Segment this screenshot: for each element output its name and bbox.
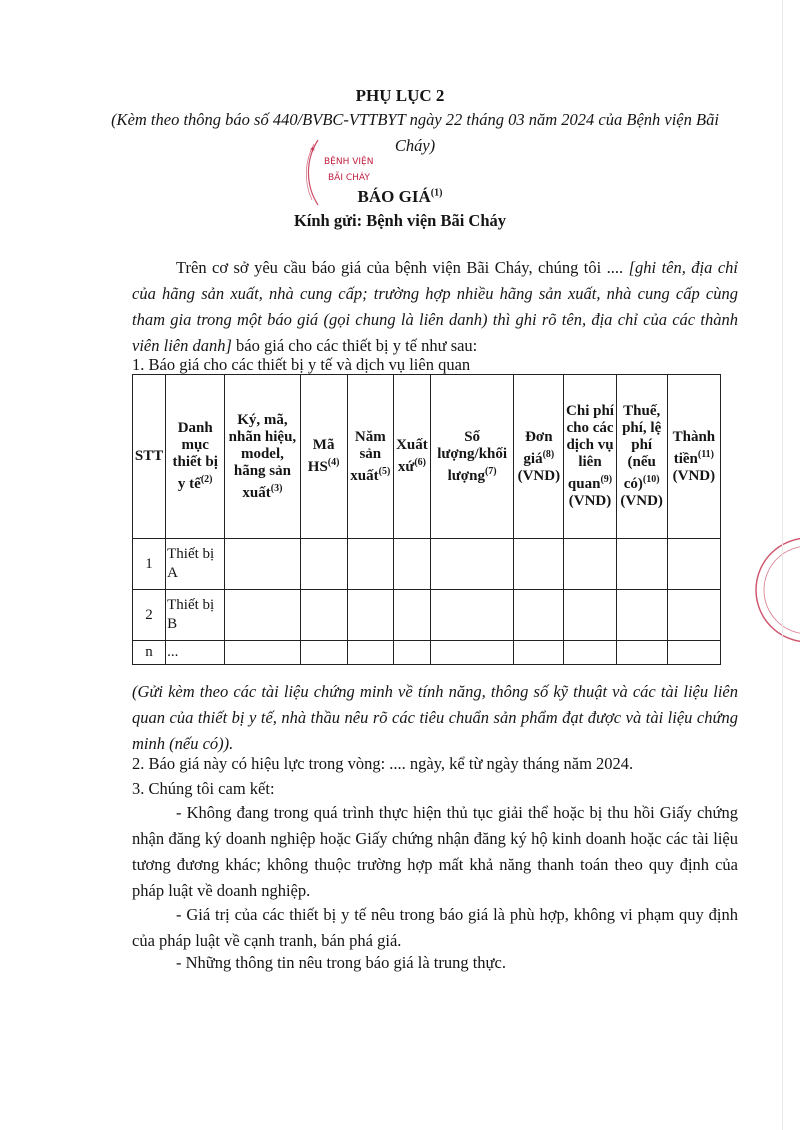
- stamp-line-2: BÃI CHÁY: [328, 173, 370, 183]
- intro-text-start: Trên cơ sở yêu cầu báo giá của bệnh viện Bãi Cháy, chúng tôi ....: [176, 258, 629, 277]
- intro-text-italic: [ghi tên, địa chỉ của hãng sản xuất, nhà cung cấp; trường hợp nhiều hãng sản xuất, nhà cung cấp cùng tham gia trong một báo giá (gọi chung là liên danh) thì ghi rõ tên, địa chỉ của các thành viên liên danh]: [132, 258, 739, 355]
- header-unit-price: Đơn giá$^{(8)}$ (VND): [514, 375, 564, 539]
- cell-item: ...: [166, 641, 225, 665]
- edge-stamp: [748, 530, 800, 650]
- page-edge-line: [782, 0, 783, 1130]
- cell-stt: 1: [133, 539, 166, 590]
- commitment-1: - Không đang trong quá trình thực hiện thủ tục giải thể hoặc bị thu hồi Giấy chứng nhận đăng ký doanh nghiệp hoặc Giấy chứng nhận đăng ký hộ kinh doanh hoặc các tài liệu tương đương khác; không thuộc trường hợp mất khả năng thanh toán theo quy định của pháp luật về doanh nghiệp.: [132, 803, 738, 900]
- quotation-table: [132, 374, 721, 665]
- section-1-heading: 1. Báo giá cho các thiết bị y tế và dịch vụ liên quan: [132, 355, 471, 374]
- header-tax: Thuế, phí, lệ phí (nếu có)$^{(10)}$ (VND): [616, 375, 667, 539]
- header-year: Năm sản xuất$^{(5)}$: [347, 375, 393, 539]
- table-header-row: [133, 375, 721, 539]
- section-3-heading: 3. Chúng tôi cam kết:: [132, 779, 275, 798]
- header-model: Ký, mã, nhãn hiệu, model, hãng sản xuất$^{(3)}$: [225, 375, 300, 539]
- header-item: Danh mục thiết bị y tế$^{(2)}$: [166, 375, 225, 539]
- commitment-3: - Những thông tin nêu trong báo giá là trung thực.: [176, 953, 506, 972]
- attachment-note: (Gửi kèm theo các tài liệu chứng minh về tính năng, thông số kỹ thuật và các tài liệu liên quan của thiết bị y tế, nhà thầu nêu rõ các tiêu chuẩn sản phẩm đạt được và tài liệu chứng minh (nếu có)).: [132, 682, 738, 753]
- heading-note: (1): [430, 187, 443, 199]
- header-quantity: Số lượng/khối lượng$^{(7)}$: [430, 375, 513, 539]
- header-total: Thành tiền$^{(11)}$ (VND): [667, 375, 720, 539]
- cell-item: Thiết bị A: [166, 539, 225, 590]
- cell-stt: 2: [133, 590, 166, 641]
- document-heading: [0, 187, 800, 207]
- cell-stt: n: [133, 641, 166, 665]
- table-row: [133, 539, 721, 590]
- section-2-validity: 2. Báo giá này có hiệu lực trong vòng: .... ngày, kể từ ngày tháng năm 2024.: [132, 754, 634, 773]
- table-row: [133, 641, 721, 665]
- commitment-2: - Giá trị của các thiết bị y tế nêu trong báo giá là phù hợp, không vi phạm quy định của pháp luật về cạnh tranh, bán phá giá.: [132, 905, 738, 950]
- salutation: Kính gửi: Bệnh viện Bãi Cháy: [293, 211, 507, 230]
- header-stt: STT: [133, 375, 166, 539]
- page-title: PHỤ LỤC 2: [355, 86, 445, 105]
- header-origin: Xuất xứ$^{(6)}$: [393, 375, 430, 539]
- header-hs-code: Mã HS$^{(4)}$: [300, 375, 347, 539]
- stamp-line-1: BỆNH VIỆN: [324, 157, 374, 167]
- table-row: [133, 590, 721, 641]
- heading-text: BÁO GIÁ: [357, 187, 431, 206]
- header-service-cost: Chi phí cho các dịch vụ liên quan$^{(9)}$ (VND): [564, 375, 616, 539]
- intro-paragraph: [132, 255, 738, 359]
- cell-item: Thiết bị B: [166, 590, 225, 641]
- intro-text-end: báo giá cho các thiết bị y tế như sau:: [231, 336, 478, 355]
- page-subtitle: (Kèm theo thông báo số 440/BVBC-VTTBYT ngày 22 tháng 03 năm 2024 của Bệnh viện Bãi Cháy): [111, 110, 719, 155]
- stamp-star-icon: *: [310, 146, 315, 157]
